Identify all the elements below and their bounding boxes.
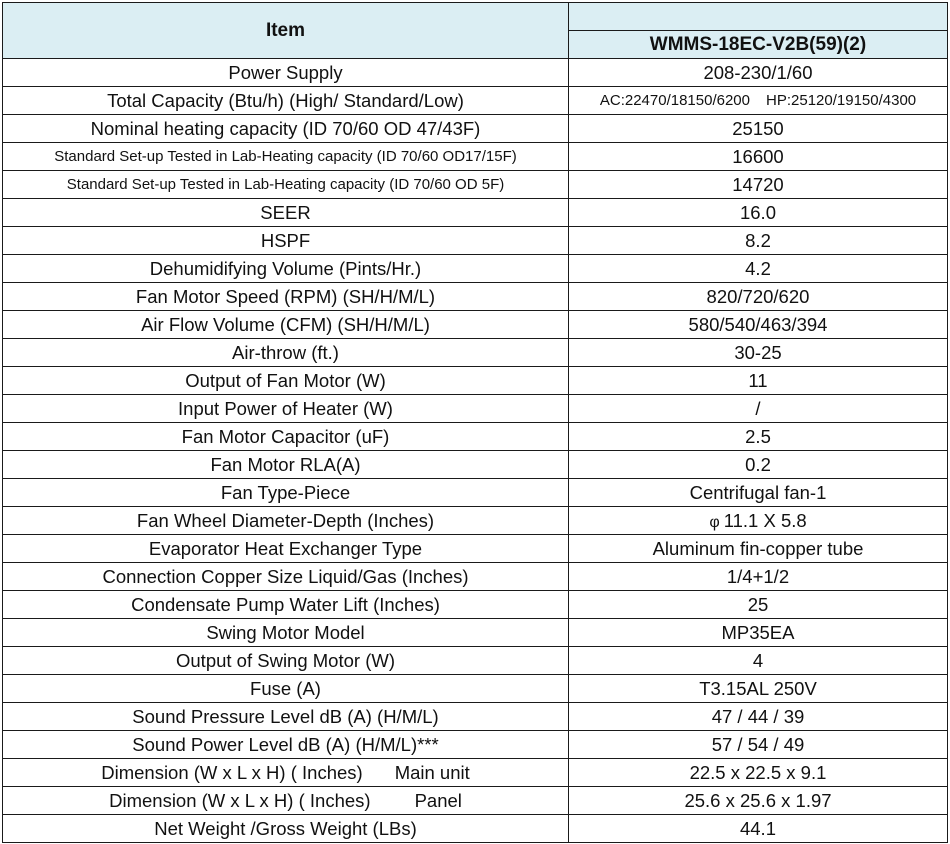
row-label: Nominal heating capacity (ID 70/60 OD 47/43F): [3, 115, 569, 143]
dimension-sub-label: Panel: [414, 789, 462, 811]
row-value: 208-230/1/60: [569, 59, 948, 87]
row-label: Output of Swing Motor (W): [3, 647, 569, 675]
value-hp: HP:25120/19150/4300: [766, 92, 917, 109]
table-row: [3, 395, 948, 423]
table-row: [3, 787, 948, 815]
table-row: [3, 171, 948, 199]
diameter-value: 11.1 X 5.8: [723, 509, 807, 531]
row-value: 580/540/463/394: [569, 311, 948, 339]
header-row: [3, 3, 948, 31]
row-label: Fan Motor RLA(A): [3, 451, 569, 479]
row-value: 30-25: [569, 339, 948, 367]
row-value: 25: [569, 591, 948, 619]
table-row: [3, 619, 948, 647]
row-label: Total Capacity (Btu/h) (High/ Standard/Low): [3, 87, 569, 115]
row-value: MP35EA: [569, 619, 948, 647]
row-label: Condensate Pump Water Lift (Inches): [3, 591, 569, 619]
table-row: [3, 451, 948, 479]
table-row: [3, 535, 948, 563]
table-row: [3, 199, 948, 227]
row-value: 44.1: [569, 815, 948, 843]
row-label: Power Supply: [3, 59, 569, 87]
row-label: Fan Motor Speed (RPM) (SH/H/M/L): [3, 283, 569, 311]
row-value: 4.2: [569, 255, 948, 283]
row-label: Sound Pressure Level dB (A) (H/M/L): [3, 703, 569, 731]
row-value: 47 / 44 / 39: [569, 703, 948, 731]
row-label: SEER: [3, 199, 569, 227]
row-label: Fan Type-Piece: [3, 479, 569, 507]
dimension-label: Dimension (W x L x H) ( Inches): [101, 761, 363, 783]
table-row: [3, 675, 948, 703]
value-ac: AC:22470/18150/6200: [599, 92, 750, 109]
row-label: [3, 759, 569, 787]
row-label: Dehumidifying Volume (Pints/Hr.): [3, 255, 569, 283]
row-value: 16600: [569, 143, 948, 171]
row-label: Fuse (A): [3, 675, 569, 703]
row-label: Air Flow Volume (CFM) (SH/H/M/L): [3, 311, 569, 339]
row-value: 1/4+1/2: [569, 563, 948, 591]
row-label: Air-throw (ft.): [3, 339, 569, 367]
dimension-label: Dimension (W x L x H) ( Inches): [109, 789, 371, 811]
table-row: [3, 563, 948, 591]
table-row: [3, 647, 948, 675]
row-value: 14720: [569, 171, 948, 199]
row-label: Sound Power Level dB (A) (H/M/L)***: [3, 731, 569, 759]
table-row: [3, 143, 948, 171]
table-row: [3, 759, 948, 787]
table-row: [3, 339, 948, 367]
row-value: T3.15AL 250V: [569, 675, 948, 703]
table-row: [3, 423, 948, 451]
row-value: Centrifugal fan-1: [569, 479, 948, 507]
row-value: 2.5: [569, 423, 948, 451]
table-row: [3, 283, 948, 311]
row-label: Output of Fan Motor (W): [3, 367, 569, 395]
table-row: [3, 227, 948, 255]
model-header: WMMS-18EC-V2B(59)(2): [569, 31, 948, 59]
row-label: Fan Motor Capacitor (uF): [3, 423, 569, 451]
row-value: [569, 507, 948, 535]
row-label: Input Power of Heater (W): [3, 395, 569, 423]
spec-table: [2, 2, 948, 843]
table-row: [3, 703, 948, 731]
table-row: [3, 87, 948, 115]
row-value: 8.2: [569, 227, 948, 255]
table-row: [3, 255, 948, 283]
table-row: [3, 731, 948, 759]
row-value: 4: [569, 647, 948, 675]
table-row: [3, 115, 948, 143]
row-value: /: [569, 395, 948, 423]
row-label: HSPF: [3, 227, 569, 255]
table-row: [3, 591, 948, 619]
row-value: 0.2: [569, 451, 948, 479]
row-value: 25150: [569, 115, 948, 143]
row-value: 11: [569, 367, 948, 395]
model-header-top: [569, 3, 948, 31]
row-value: 25.6 x 25.6 x 1.97: [569, 787, 948, 815]
row-value: 22.5 x 22.5 x 9.1: [569, 759, 948, 787]
table-row: [3, 311, 948, 339]
table-row: [3, 479, 948, 507]
row-label: Evaporator Heat Exchanger Type: [3, 535, 569, 563]
diameter-symbol: φ: [709, 513, 720, 531]
row-label: Standard Set-up Tested in Lab-Heating capacity (ID 70/60 OD 5F): [3, 171, 569, 199]
row-label: Swing Motor Model: [3, 619, 569, 647]
row-label: Standard Set-up Tested in Lab-Heating capacity (ID 70/60 OD17/15F): [3, 143, 569, 171]
item-header: Item: [3, 3, 569, 59]
row-label: Fan Wheel Diameter-Depth (Inches): [3, 507, 569, 535]
table-row: [3, 367, 948, 395]
table-row: [3, 59, 948, 87]
row-label: Connection Copper Size Liquid/Gas (Inches): [3, 563, 569, 591]
row-value: Aluminum fin-copper tube: [569, 535, 948, 563]
table-row: [3, 507, 948, 535]
row-value: 820/720/620: [569, 283, 948, 311]
row-value: [569, 87, 948, 115]
row-label: Net Weight /Gross Weight (LBs): [3, 815, 569, 843]
row-value: 16.0: [569, 199, 948, 227]
table-row: [3, 815, 948, 843]
row-label: [3, 787, 569, 815]
dimension-sub-label: Main unit: [394, 761, 470, 783]
row-value: 57 / 54 / 49: [569, 731, 948, 759]
